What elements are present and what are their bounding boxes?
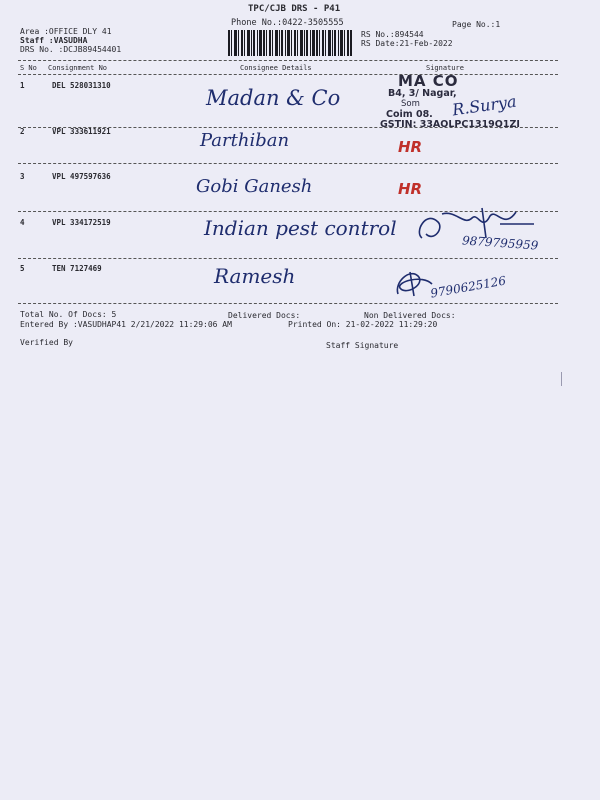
row-signature: 9879795959: [461, 233, 539, 253]
row-signature: HR: [398, 138, 423, 156]
non-delivered-docs: Non Delivered Docs:: [364, 311, 456, 320]
row-signature: 9790625126: [429, 273, 507, 301]
delivered-docs: Delivered Docs:: [228, 311, 301, 320]
document-title: TPC/CJB DRS - P41: [248, 4, 341, 14]
verified-by-label: Verified By: [20, 338, 73, 347]
page-number: Page No.:1: [452, 20, 501, 29]
row-consignment-no: TEN 7127469: [52, 264, 102, 273]
entered-by: Entered By :VASUDHAP41 2/21/2022 11:29:06 AM: [20, 320, 232, 329]
row-sno: 2: [20, 127, 25, 136]
row-consignee-handwritten: Gobi Ganesh: [196, 176, 313, 197]
divider: [18, 163, 558, 164]
barcode-icon: [228, 30, 352, 56]
divider: [18, 60, 558, 61]
rs-number: RS No.:894544: [361, 30, 424, 39]
phone-number: Phone No.:0422-3505555: [231, 18, 344, 28]
row-sno: 5: [20, 264, 25, 273]
rs-date: RS Date:21-Feb-2022: [361, 39, 453, 48]
company-stamp-address: B4, 3/ Nagar,: [388, 88, 457, 99]
printed-on: Printed On: 21-02-2022 11:29:20: [288, 320, 438, 329]
column-header-sno: S No: [20, 64, 37, 72]
row-sno: 1: [20, 81, 25, 90]
row-consignment-no: VPL 334172519: [52, 218, 111, 227]
row-signature: R.Surya: [450, 91, 518, 120]
row-sno: 3: [20, 172, 25, 181]
area-label: Area :OFFICE DLY 41: [20, 27, 112, 36]
row-sno: 4: [20, 218, 25, 227]
row-consignee-handwritten: Ramesh: [214, 264, 296, 288]
staff-label: Staff :VASUDHA: [20, 36, 88, 45]
company-stamp-city: Coim 08.: [386, 109, 433, 120]
company-stamp: MA CO: [398, 72, 459, 90]
drs-number: DRS No. :DCJB89454401: [20, 45, 122, 54]
row-consignee-handwritten: Indian pest control: [204, 216, 397, 240]
scan-mark: [561, 372, 562, 386]
row-signature: HR: [398, 180, 423, 198]
column-header-signature: Signature: [426, 64, 464, 72]
row-consignment-no: DEL 528031310: [52, 81, 111, 90]
company-stamp-area: Som: [401, 99, 420, 109]
row-consignment-no: VPL 497597636: [52, 172, 111, 181]
divider: [18, 258, 558, 259]
staff-signature-label: Staff Signature: [326, 341, 399, 350]
divider: [18, 74, 558, 75]
total-docs: Total No. Of Docs: 5: [20, 310, 117, 319]
column-header-consignee: Consignee Details: [240, 64, 312, 72]
column-header-consignment: Consignment No: [48, 64, 108, 72]
divider: [18, 303, 558, 304]
company-stamp-gstin: GSTIN: 33AOLPC1319Q1ZI: [380, 119, 520, 130]
row-consignment-no: VPL 333611921: [52, 127, 111, 136]
row-consignee-handwritten: Madan & Co: [206, 86, 341, 110]
row-consignee-handwritten: Parthiban: [200, 130, 290, 151]
